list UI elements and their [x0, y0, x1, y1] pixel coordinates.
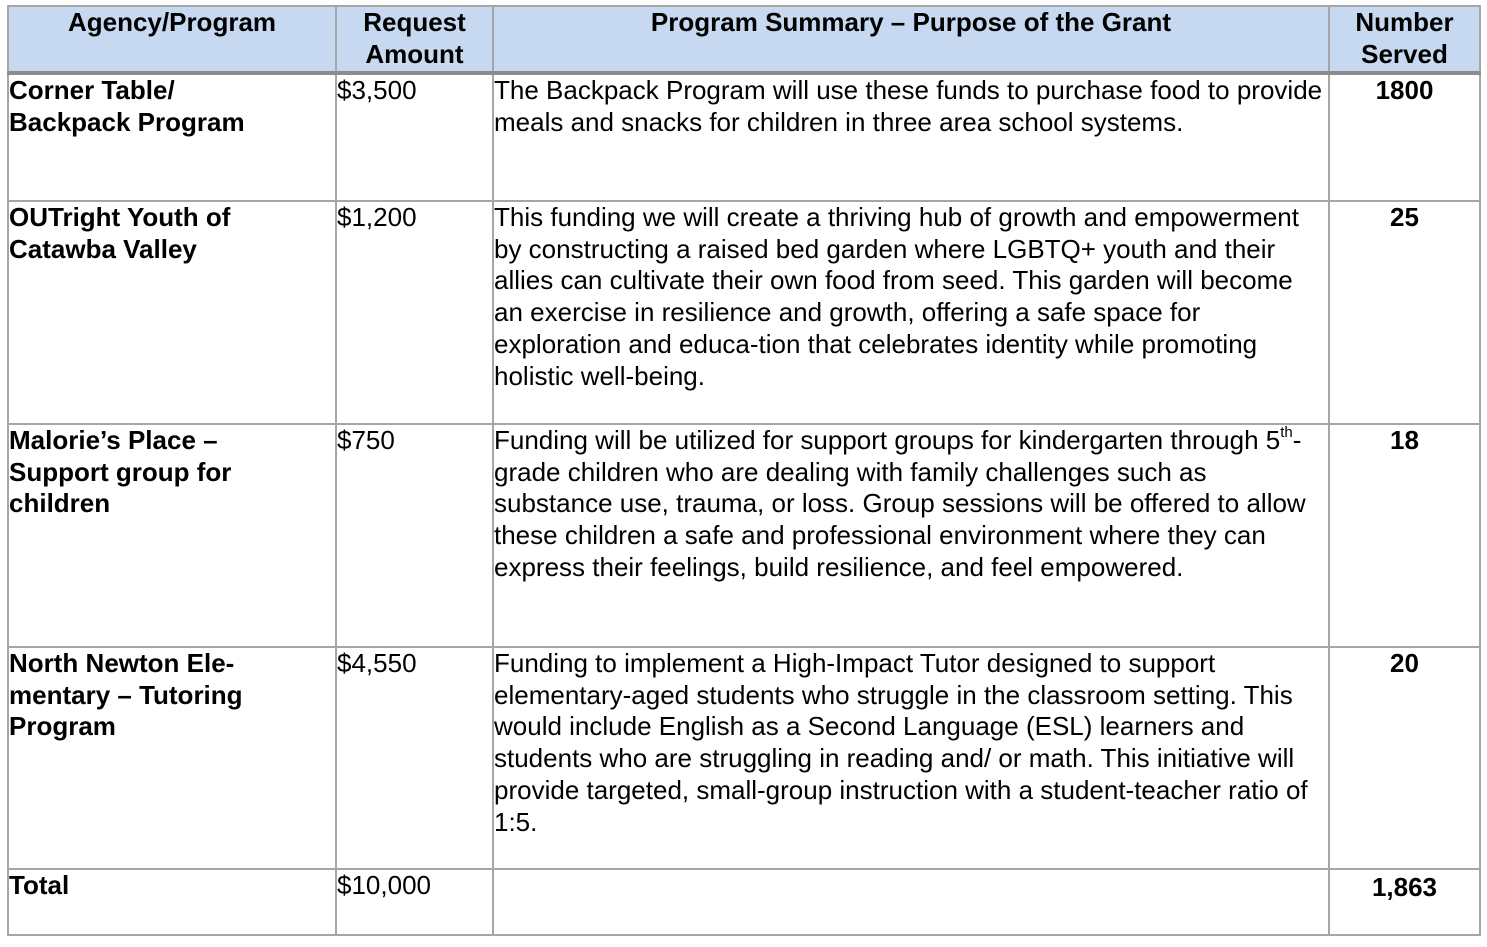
- header-row: [8, 6, 1480, 73]
- agency-name-line: Catawba Valley: [9, 233, 197, 264]
- program-summary-cell: The Backpack Program will use these funds to purchase food to provide meals and snacks for children in three area school systems.: [493, 73, 1329, 201]
- header-number-served: [1329, 6, 1480, 73]
- table-row: [8, 73, 1480, 201]
- agency-name-line: Backpack Program: [9, 106, 245, 137]
- agency-name-line: Support group for: [9, 456, 232, 487]
- number-served-cell: 25: [1329, 201, 1480, 424]
- agency-name-line: children: [9, 488, 111, 519]
- total-summary-cell: [493, 869, 1329, 935]
- program-summary-cell: Funding to implement a High-Impact Tutor designed to support elementary-aged students who struggle in the classroom setting. This would include English as a Second Language (ESL) learners and students who are struggling in reading and/ or math. This initiative will provide targeted, small-group instruction with a student-teacher ratio of 1:5.: [493, 647, 1329, 869]
- agency-name-line: mentary – Tutoring: [9, 679, 243, 710]
- header-served-line1: Number: [1355, 7, 1454, 37]
- header-summary-label: Program Summary – Purpose of the Grant: [650, 7, 1172, 37]
- request-amount-cell: $3,500: [336, 73, 493, 201]
- request-amount-cell: $4,550: [336, 647, 493, 869]
- table-row: [8, 647, 1480, 869]
- grant-table: [7, 5, 1481, 936]
- total-served-cell: 1,863: [1329, 869, 1480, 935]
- total-label-cell: Total: [8, 869, 336, 935]
- agency-name-line: Malorie’s Place –: [9, 425, 218, 455]
- header-request-amount: [336, 6, 493, 73]
- agency-name-line: North Newton Ele-: [9, 648, 235, 678]
- agency-cell: [8, 73, 336, 201]
- header-served-line2: Served: [1361, 38, 1448, 69]
- agency-name-line: OUTright Youth of: [9, 202, 231, 232]
- agency-cell: [8, 647, 336, 869]
- agency-cell: [8, 201, 336, 424]
- agency-name-line: Corner Table/: [9, 75, 175, 105]
- header-agency-program: [8, 6, 336, 73]
- table-header: [8, 6, 1480, 73]
- agency-name-line: Program: [9, 711, 116, 742]
- number-served-cell: 1800: [1329, 73, 1480, 201]
- number-served-cell: 18: [1329, 424, 1480, 647]
- number-served-cell: 20: [1329, 647, 1480, 869]
- ordinal-superscript: th: [1280, 424, 1293, 442]
- table-row: [8, 201, 1480, 424]
- summary-text-part: -grade children who are dealing with family challenges such as substance use, trauma, or loss. Group sessions will be offered to allow these children a safe and professional environment where they can express their feelings, build resilience, and feel empowered.: [494, 425, 1306, 582]
- program-summary-cell: [493, 424, 1329, 647]
- header-program-summary: [493, 6, 1329, 73]
- table-row: [8, 424, 1480, 647]
- total-amount-cell: $10,000: [336, 869, 493, 935]
- program-summary-cell: This funding we will create a thriving hub of growth and empowerment by constructing a raised bed garden where LGBTQ+ youth and their allies can cultivate their own food from seed. This garden will become an exercise in resilience and growth, offering a safe space for exploration and educa-tion that celebrates identity while promoting holistic well-being.: [493, 201, 1329, 424]
- summary-text-part: Funding will be utilized for support groups for kindergarten through 5: [494, 425, 1281, 455]
- table-body: [8, 73, 1480, 935]
- header-agency-label: Agency/Program: [67, 7, 277, 37]
- request-amount-cell: $750: [336, 424, 493, 647]
- header-request-line2: Amount: [365, 38, 464, 69]
- header-request-line1: Request: [363, 7, 466, 37]
- request-amount-cell: $1,200: [336, 201, 493, 424]
- total-row: [8, 869, 1480, 935]
- agency-cell: [8, 424, 336, 647]
